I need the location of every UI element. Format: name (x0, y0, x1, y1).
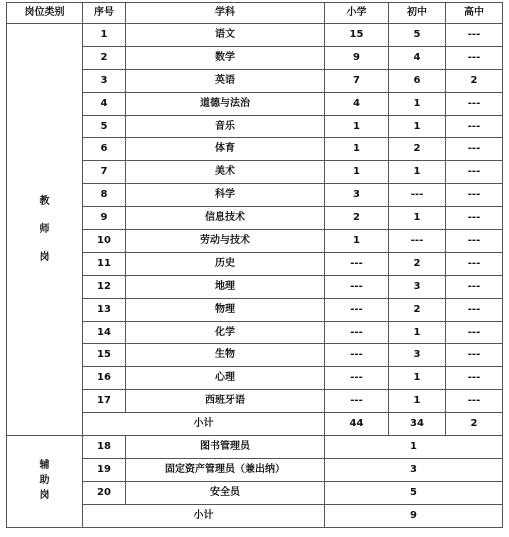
row-number: 18 (83, 436, 126, 459)
subtotal-senior: 2 (446, 413, 503, 436)
row-number: 8 (83, 184, 126, 207)
category-char: 助 (39, 475, 50, 487)
row-senior: 2 (446, 69, 503, 92)
row-senior: --- (446, 138, 503, 161)
row-subject: 图书管理员 (126, 436, 325, 459)
row-number: 14 (83, 321, 126, 344)
row-primary: --- (325, 390, 389, 413)
row-junior: 1 (389, 161, 446, 184)
row-junior: 1 (389, 367, 446, 390)
row-count: 3 (325, 458, 503, 481)
row-subject: 物理 (126, 298, 325, 321)
row-primary: 1 (325, 230, 389, 253)
subtotal-label: 小计 (83, 413, 325, 436)
row-senior: --- (446, 24, 503, 47)
row-subject: 固定资产管理员（兼出纳） (126, 458, 325, 481)
subtotal-count: 9 (325, 504, 503, 527)
row-subject: 体育 (126, 138, 325, 161)
row-number: 16 (83, 367, 126, 390)
row-subject: 安全员 (126, 481, 325, 504)
row-number: 5 (83, 115, 126, 138)
subtotal-primary: 44 (325, 413, 389, 436)
row-junior: 1 (389, 207, 446, 230)
row-number: 13 (83, 298, 126, 321)
header-category: 岗位类别 (7, 3, 83, 24)
row-senior: --- (446, 161, 503, 184)
row-primary: 1 (325, 115, 389, 138)
row-primary: --- (325, 344, 389, 367)
aux-category-cell (7, 436, 83, 528)
row-subject: 语文 (126, 24, 325, 47)
teacher-category-cell (7, 24, 83, 436)
row-primary: --- (325, 367, 389, 390)
row-senior: --- (446, 115, 503, 138)
row-primary: --- (325, 298, 389, 321)
category-char: 岗 (39, 251, 50, 263)
row-primary: 2 (325, 207, 389, 230)
row-senior: --- (446, 367, 503, 390)
row-primary: 4 (325, 92, 389, 115)
row-subject: 生物 (126, 344, 325, 367)
row-senior: --- (446, 298, 503, 321)
row-junior: 6 (389, 69, 446, 92)
row-primary: --- (325, 275, 389, 298)
row-senior: --- (446, 184, 503, 207)
row-subject: 道德与法治 (126, 92, 325, 115)
row-junior: 3 (389, 344, 446, 367)
header-row (7, 3, 503, 24)
header-senior: 高中 (446, 3, 503, 24)
row-junior: --- (389, 230, 446, 253)
row-number: 7 (83, 161, 126, 184)
header-subject: 学科 (126, 3, 325, 24)
row-senior: --- (446, 275, 503, 298)
category-char: 辅 (39, 460, 50, 472)
row-count: 1 (325, 436, 503, 459)
row-subject: 历史 (126, 252, 325, 275)
row-number: 6 (83, 138, 126, 161)
row-primary: 9 (325, 46, 389, 69)
row-junior: 1 (389, 115, 446, 138)
row-primary: --- (325, 321, 389, 344)
category-char: 师 (39, 223, 50, 235)
subtotal-junior: 34 (389, 413, 446, 436)
row-subject: 地理 (126, 275, 325, 298)
header-junior: 初中 (389, 3, 446, 24)
row-number: 2 (83, 46, 126, 69)
row-number: 12 (83, 275, 126, 298)
row-junior: 3 (389, 275, 446, 298)
row-subject: 心理 (126, 367, 325, 390)
row-number: 4 (83, 92, 126, 115)
header-primary: 小学 (325, 3, 389, 24)
row-senior: --- (446, 252, 503, 275)
row-junior: 1 (389, 92, 446, 115)
staffing-table (6, 2, 503, 528)
row-subject: 劳动与技术 (126, 230, 325, 253)
row-primary: 15 (325, 24, 389, 47)
row-senior: --- (446, 46, 503, 69)
row-primary: 3 (325, 184, 389, 207)
category-char: 岗 (39, 490, 50, 502)
row-senior: --- (446, 230, 503, 253)
row-number: 19 (83, 458, 126, 481)
row-number: 3 (83, 69, 126, 92)
row-number: 17 (83, 390, 126, 413)
row-senior: --- (446, 344, 503, 367)
row-number: 15 (83, 344, 126, 367)
row-subject: 英语 (126, 69, 325, 92)
row-count: 5 (325, 481, 503, 504)
row-senior: --- (446, 92, 503, 115)
row-junior: 2 (389, 138, 446, 161)
row-junior: 2 (389, 252, 446, 275)
row-subject: 科学 (126, 184, 325, 207)
row-primary: --- (325, 252, 389, 275)
row-junior: 5 (389, 24, 446, 47)
table-row (7, 24, 503, 47)
row-primary: 1 (325, 161, 389, 184)
row-number: 20 (83, 481, 126, 504)
row-junior: 1 (389, 390, 446, 413)
row-junior: 1 (389, 321, 446, 344)
row-subject: 数学 (126, 46, 325, 69)
row-number: 9 (83, 207, 126, 230)
header-number: 序号 (83, 3, 126, 24)
subtotal-label: 小计 (83, 504, 325, 527)
row-junior: 4 (389, 46, 446, 69)
row-subject: 信息技术 (126, 207, 325, 230)
row-number: 1 (83, 24, 126, 47)
row-number: 10 (83, 230, 126, 253)
table-row (7, 436, 503, 459)
category-char: 教 (39, 195, 50, 207)
row-senior: --- (446, 207, 503, 230)
row-junior: --- (389, 184, 446, 207)
row-primary: 7 (325, 69, 389, 92)
row-number: 11 (83, 252, 126, 275)
row-subject: 化学 (126, 321, 325, 344)
row-primary: 1 (325, 138, 389, 161)
row-subject: 西班牙语 (126, 390, 325, 413)
row-junior: 2 (389, 298, 446, 321)
row-subject: 美术 (126, 161, 325, 184)
row-senior: --- (446, 321, 503, 344)
row-senior: --- (446, 390, 503, 413)
row-subject: 音乐 (126, 115, 325, 138)
